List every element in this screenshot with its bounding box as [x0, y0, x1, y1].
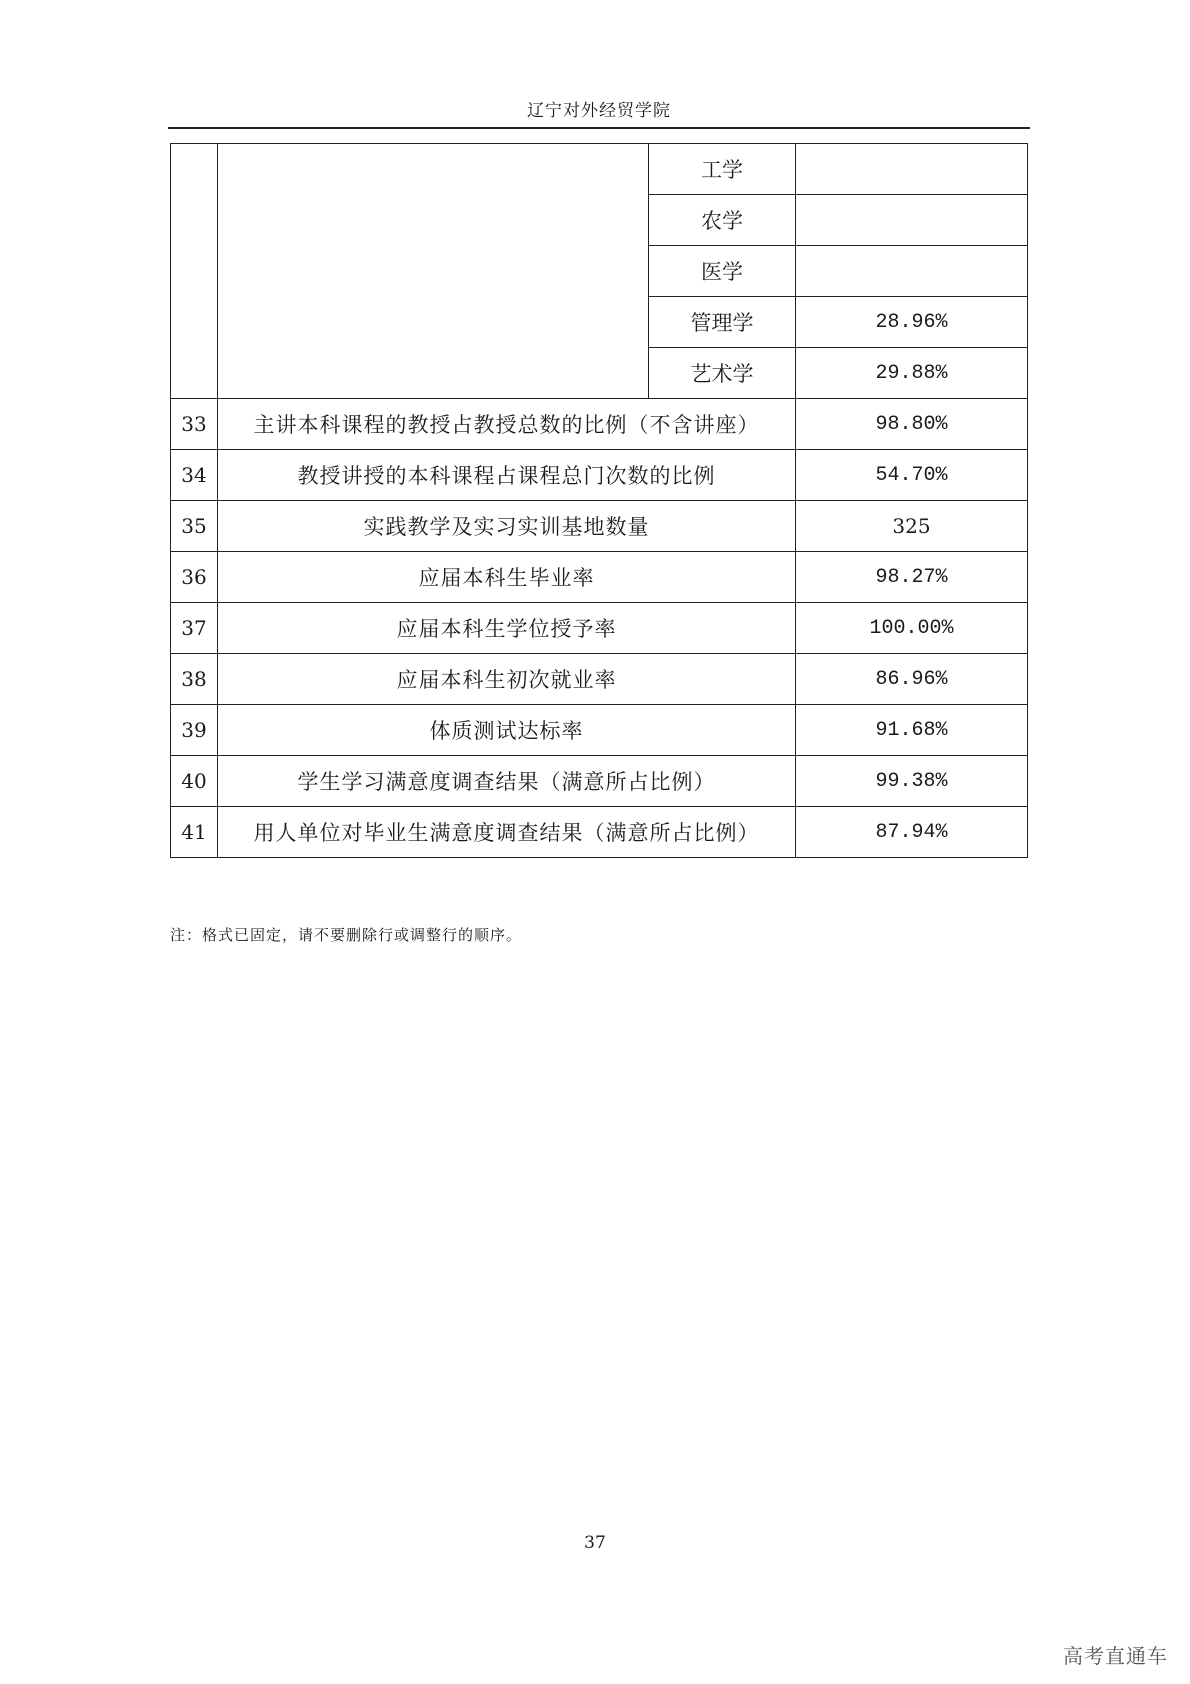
table-row — [171, 807, 1028, 858]
row-number-cell: 39 — [171, 705, 218, 756]
value-cell: 86.96% — [796, 654, 1028, 705]
merged-number-cell — [171, 144, 218, 399]
table-row — [171, 399, 1028, 450]
value-cell: 325 — [796, 501, 1028, 552]
discipline-cell: 管理学 — [649, 297, 796, 348]
table-row — [171, 654, 1028, 705]
value-cell: 54.70% — [796, 450, 1028, 501]
value-cell: 98.80% — [796, 399, 1028, 450]
value-cell: 91.68% — [796, 705, 1028, 756]
row-number-cell: 40 — [171, 756, 218, 807]
item-cell: 主讲本科课程的教授占教授总数的比例（不含讲座） — [218, 399, 796, 450]
page-number: 37 — [584, 1533, 606, 1553]
discipline-cell: 医学 — [649, 246, 796, 297]
item-cell: 实践教学及实习实训基地数量 — [218, 501, 796, 552]
item-cell: 应届本科生学位授予率 — [218, 603, 796, 654]
value-cell: 98.27% — [796, 552, 1028, 603]
row-number-cell: 36 — [171, 552, 218, 603]
table-row — [171, 450, 1028, 501]
table-row — [171, 756, 1028, 807]
value-cell: 87.94% — [796, 807, 1028, 858]
row-number-cell: 41 — [171, 807, 218, 858]
item-cell: 应届本科生初次就业率 — [218, 654, 796, 705]
table-row — [171, 144, 1028, 195]
row-number-cell: 33 — [171, 399, 218, 450]
row-number-cell: 35 — [171, 501, 218, 552]
discipline-value-cell: 29.88% — [796, 348, 1028, 399]
row-number-cell: 38 — [171, 654, 218, 705]
item-cell: 学生学习满意度调查结果（满意所占比例） — [218, 756, 796, 807]
row-number-cell: 37 — [171, 603, 218, 654]
row-number-cell: 34 — [171, 450, 218, 501]
header-rule — [168, 127, 1030, 129]
table-row — [171, 501, 1028, 552]
item-cell: 应届本科生毕业率 — [218, 552, 796, 603]
discipline-value-cell — [796, 246, 1028, 297]
table-row — [171, 705, 1028, 756]
merged-item-cell — [218, 144, 649, 399]
watermark-text: 高考直通车 — [1063, 1644, 1168, 1668]
table-row — [171, 552, 1028, 603]
discipline-value-cell — [796, 144, 1028, 195]
discipline-cell: 农学 — [649, 195, 796, 246]
item-cell: 体质测试达标率 — [218, 705, 796, 756]
table-note: 注：格式已固定，请不要删除行或调整行的顺序。 — [170, 926, 523, 944]
item-cell: 教授讲授的本科课程占课程总门次数的比例 — [218, 450, 796, 501]
discipline-cell: 艺术学 — [649, 348, 796, 399]
page-header-title: 辽宁对外经贸学院 — [527, 101, 671, 121]
discipline-value-cell: 28.96% — [796, 297, 1028, 348]
table-row — [171, 603, 1028, 654]
discipline-cell: 工学 — [649, 144, 796, 195]
value-cell: 100.00% — [796, 603, 1028, 654]
item-cell: 用人单位对毕业生满意度调查结果（满意所占比例） — [218, 807, 796, 858]
statistics-table — [170, 143, 1028, 858]
value-cell: 99.38% — [796, 756, 1028, 807]
discipline-value-cell — [796, 195, 1028, 246]
